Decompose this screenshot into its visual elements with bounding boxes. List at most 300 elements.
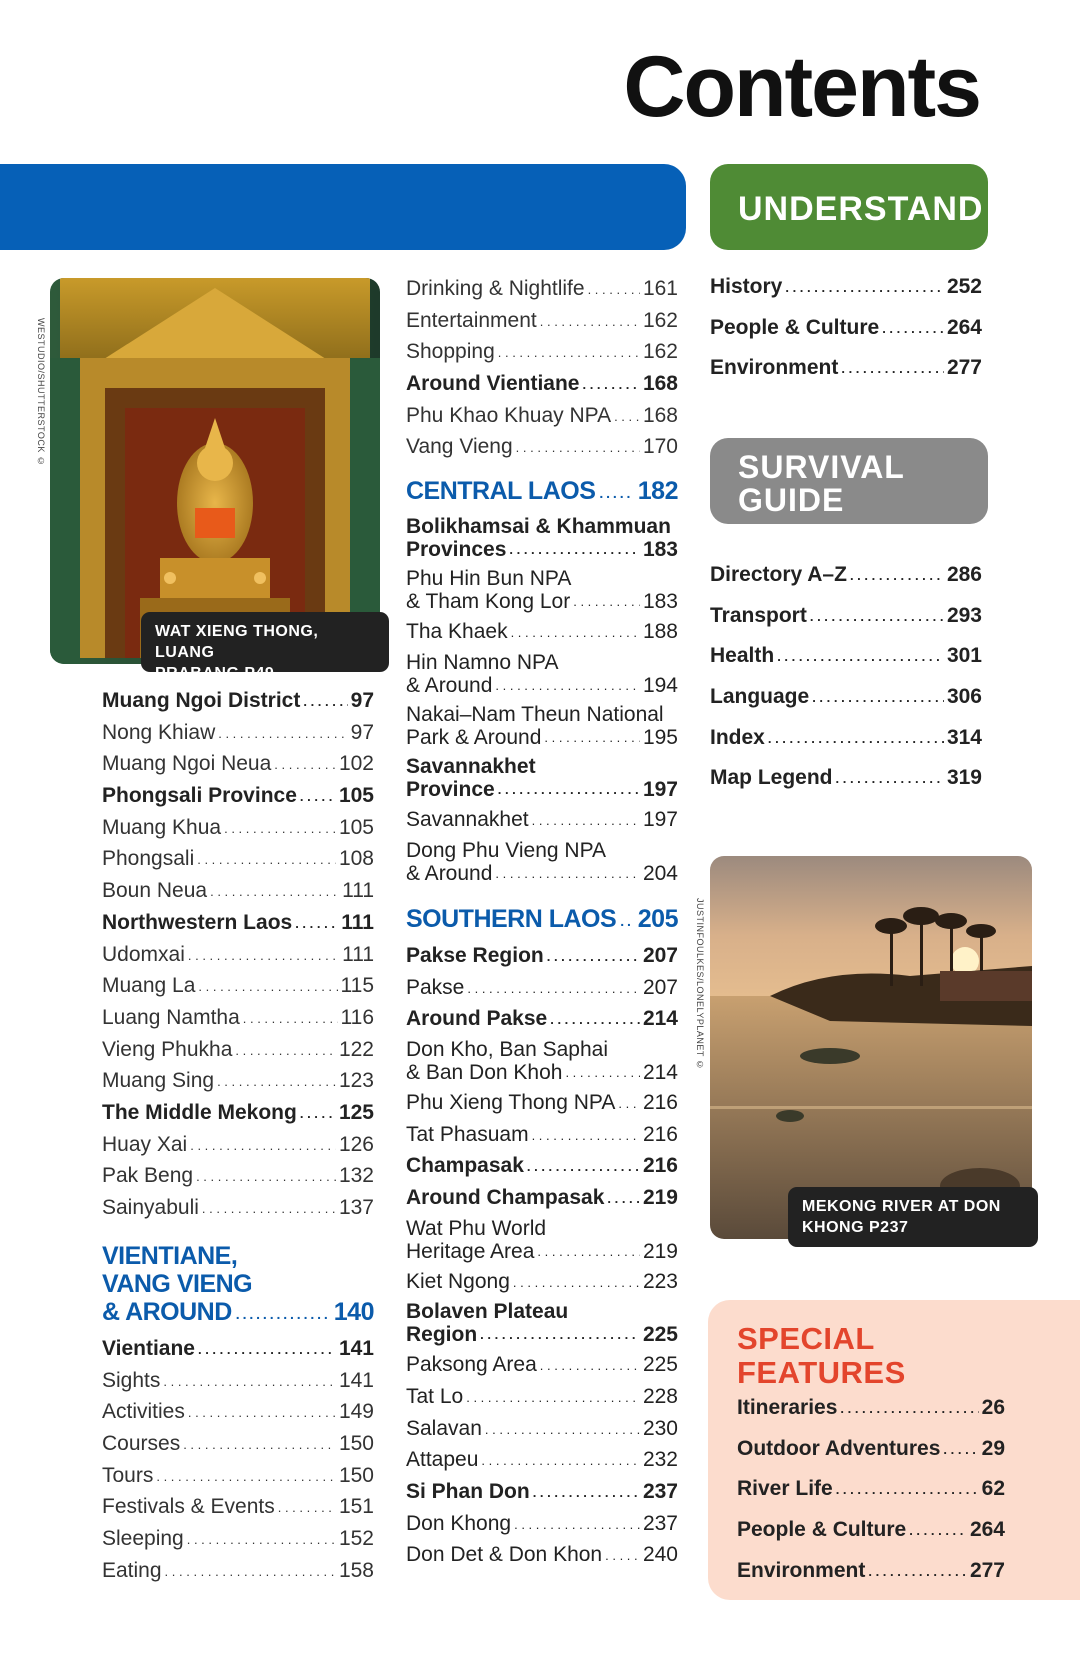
leader-dots [810,611,944,623]
leader-dots [467,983,640,995]
leader-dots [466,1392,640,1404]
special-features-heading [737,1322,906,1390]
entry-label: Directory A–Z [710,563,847,586]
entry-page: 26 [981,1396,1005,1419]
leader-dots [850,570,944,582]
leader-dots [532,1130,640,1142]
toc-entry[interactable] [710,725,982,750]
toc-entry[interactable] [102,815,374,840]
toc-entry[interactable] [102,1431,374,1456]
leader-dots [163,1376,336,1388]
leader-dots [777,651,944,663]
entry-label: Northwestern Laos [102,910,293,934]
leader-dots [188,950,339,962]
leader-dots [565,1067,640,1079]
photo1-caption-line1: WAT XIENG THONG, LUANG [155,623,319,661]
toc-entry[interactable] [102,1526,374,1551]
photo1-caption-line2: PRABANG P49 [155,665,275,682]
entry-line1: Dong Phu Vieng NPA [406,838,607,862]
central-laos-heading[interactable] [406,477,678,505]
toc-entry-around-pakse[interactable] [406,1006,678,1031]
toc-column-3-understand [710,274,982,396]
leader-dots [295,918,338,930]
leader-dots [540,1360,640,1372]
toc-column-2 [406,276,678,1574]
toc-entry[interactable] [102,878,374,903]
leader-dots [218,728,347,740]
toc-entry[interactable] [406,276,678,301]
central-head-label: CENTRAL LAOS [406,477,596,506]
leader-dots [495,868,640,880]
toc-entry[interactable] [406,371,678,396]
entry-label: Outdoor Adventures [737,1436,941,1460]
entry-page: 111 [341,910,374,934]
entry-label: Vieng Phukha [102,1037,233,1061]
toc-entry[interactable] [710,315,982,340]
leader-dots [532,815,640,827]
special-line1: SPECIAL [737,1321,875,1356]
entry-label: Eating [102,1558,162,1582]
entry-label: Index [710,725,765,749]
entry-line1: Bolaven Plateau [406,1300,569,1324]
entry-page: 125 [338,1100,374,1124]
entry-label: Itineraries [737,1396,838,1419]
entry-label: Muang Ngoi Neua [102,752,272,776]
page-title: Contents [623,39,980,135]
entry-label: River Life [737,1477,833,1501]
leader-dots [303,696,347,708]
entry-label: Pak Beng [102,1164,194,1188]
entry-label: Map Legend [710,766,833,790]
entry-line2: Park & Around [406,726,542,750]
entry-page: 141 [338,1368,374,1392]
leader-dots [198,981,337,993]
entry-label: Muang La [102,974,196,998]
entry-page: 161 [642,277,678,300]
leader-dots [156,1471,336,1483]
toc-entry-savannakhet[interactable] [406,807,678,832]
entry-page: 105 [338,815,374,839]
toc-entry[interactable] [710,643,982,668]
entry-page: 132 [338,1164,374,1188]
toc-entry-si-phan-don[interactable] [406,1479,678,1504]
entry-page: 111 [342,879,374,903]
leader-dots [480,1329,640,1341]
toc-entry[interactable] [102,720,374,745]
entry-page: 152 [338,1527,374,1551]
toc-entry[interactable] [737,1517,1005,1542]
entry-page: 219 [642,1239,678,1263]
entry-page: 188 [642,620,678,644]
entry-label: Entertainment [406,308,537,332]
toc-entry-pakse-region[interactable] [406,943,678,968]
toc-entry-don-khong[interactable] [406,1511,678,1536]
leader-dots [224,823,336,835]
leader-dots [498,347,640,359]
entry-page: 264 [946,315,982,339]
entry-label: Tat Phasuam [406,1122,529,1146]
leader-dots [511,627,640,639]
entry-label: People & Culture [737,1518,907,1542]
photo2-credit: JUSTINFOULKES/LONELYPLANET © [695,898,705,1071]
toc-entry[interactable] [102,973,374,998]
entry-label: The Middle Mekong [102,1100,297,1124]
toc-entry[interactable] [102,783,374,808]
entry-label: Sleeping [102,1527,184,1551]
toc-entry-kiet-ngong[interactable] [406,1269,678,1294]
entry-line2: Region [406,1323,478,1347]
entry-page: 230 [642,1416,678,1440]
toc-entry[interactable] [102,1132,374,1157]
entry-label: Nong Khiaw [102,720,216,744]
entry-page: 162 [642,340,678,364]
entry-page: 216 [642,1090,678,1114]
entry-page: 306 [946,685,982,709]
entry-line2: Province [406,778,495,802]
toc-entry[interactable] [102,1037,374,1062]
entry-label: Kiet Ngong [406,1269,510,1293]
entry-page: 62 [981,1477,1005,1501]
central-head-page: 182 [637,477,678,506]
entry-page: 197 [642,808,678,832]
entry-page: 225 [642,1323,678,1347]
leader-dots [547,951,640,963]
entry-page: 301 [946,644,982,668]
leader-dots [768,733,944,745]
toc-entry[interactable] [102,751,374,776]
toc-entry[interactable] [406,434,678,459]
leader-dots [614,411,640,423]
toc-entry[interactable] [710,562,982,587]
entry-page: 225 [642,1353,678,1377]
leader-dots [481,1455,640,1467]
toc-entry[interactable] [710,355,982,380]
leader-dots [210,886,339,898]
leader-dots [836,773,944,785]
leader-dots [165,1566,336,1578]
entry-label: Luang Namtha [102,1005,240,1029]
entry-label: Environment [710,356,839,380]
toc-entry-attapeu[interactable] [406,1447,678,1472]
toc-entry-savannakhet-province[interactable] [406,755,678,801]
entry-label: History [710,275,783,298]
toc-entry[interactable] [102,1463,374,1488]
entry-page: 102 [338,752,374,776]
entry-page: 183 [642,590,678,614]
entry-label: Huay Xai [102,1132,188,1156]
entry-page: 105 [338,784,374,808]
leader-dots [509,544,640,556]
leader-dots [188,1407,336,1419]
entry-page: 237 [642,1480,678,1504]
entry-page: 219 [642,1185,678,1209]
entry-label: Muang Ngoi District [102,689,301,712]
entry-page: 151 [338,1495,374,1519]
photo2-caption-line1: MEKONG RIVER AT DON [802,1198,1001,1215]
understand-tab: UNDERSTAND [710,164,988,250]
entry-label: Shopping [406,340,495,364]
entry-label: Pakse Region [406,943,544,967]
toc-entry[interactable] [406,339,678,364]
toc-column-3-survival [710,562,982,806]
leader-dots [235,1045,336,1057]
entry-page: 195 [642,726,678,750]
entry-label: Phu Khao Khuay NPA [406,403,612,427]
entry-page: 97 [350,720,374,744]
entry-label: Sainyabuli [102,1196,199,1219]
entry-page: 216 [642,1122,678,1146]
leader-dots [537,1246,640,1258]
leader-dots [187,1534,336,1546]
entry-page: 170 [642,435,678,459]
leader-dots [882,323,944,335]
toc-entry[interactable] [737,1395,1005,1420]
entry-page: 97 [350,689,374,712]
entry-page: 207 [642,975,678,999]
toc-entry[interactable] [102,1005,374,1030]
leader-dots [236,1308,330,1320]
entry-page: 264 [969,1518,1005,1542]
toc-column-special [737,1395,1005,1598]
entry-label: Phongsali Province [102,784,297,808]
entry-page: 314 [946,725,982,749]
toc-entry-phu-xieng-thong[interactable] [406,1090,678,1115]
entry-label: Phongsali [102,847,195,871]
leader-dots [527,1161,640,1173]
toc-entry[interactable] [102,1163,374,1188]
entry-page: 228 [642,1385,678,1408]
toc-entry-champasak[interactable] [406,1153,678,1178]
entry-label: Paksong Area [406,1353,537,1377]
leader-dots [840,1403,978,1415]
photo1-credit: WESTUDIO/SHUTTERSTOCK © [36,318,46,467]
entry-line1: Savannakhet [406,755,536,779]
entry-page: 168 [642,372,678,396]
entry-line2: & Around [406,674,493,698]
entry-label: Sights [102,1368,161,1392]
leader-dots [599,487,633,499]
toc-entry-around-champasak[interactable] [406,1185,678,1210]
leader-dots [514,1519,640,1531]
entry-page: 116 [340,1005,374,1029]
entry-label: Transport [710,603,807,627]
entry-page: 183 [642,538,678,562]
survival-line2: GUIDE [738,482,845,518]
entry-line2: & Ban Don Khoh [406,1060,563,1084]
entry-line1: Hin Namno NPA [406,651,559,675]
leader-dots [300,791,336,803]
entry-label: Tours [102,1463,154,1487]
entry-label: Muang Sing [102,1069,215,1093]
entry-page: 115 [340,974,374,998]
entry-page: 150 [338,1463,374,1487]
toc-entry[interactable] [102,1368,374,1393]
toc-entry-paksong-area[interactable] [406,1352,678,1377]
toc-entry[interactable] [102,1336,374,1361]
toc-entry[interactable] [102,1068,374,1093]
leader-dots [868,1566,967,1578]
entry-label: Boun Neua [102,879,208,903]
entry-label: Around Vientiane [406,372,580,396]
leader-dots [943,1444,978,1456]
toc-entry[interactable] [102,1494,374,1519]
entry-page: 141 [338,1337,374,1360]
entry-line1: Nakai–Nam Theun National [406,703,664,727]
entry-page: 162 [642,308,678,332]
entry-label: Around Champasak [406,1185,605,1209]
leader-dots [300,1108,336,1120]
toc-entry[interactable] [102,942,374,967]
entry-label: Muang Khua [102,815,222,839]
southern-laos-heading[interactable] [406,905,678,933]
entry-label: Activities [102,1400,185,1424]
entry-line2: & Around [406,861,493,885]
entry-page: 204 [642,861,678,885]
entry-page: 108 [338,847,374,871]
toc-entry-wat-phu[interactable] [406,1217,678,1263]
entry-page: 29 [981,1436,1005,1460]
leader-dots [495,680,640,692]
leader-dots [812,692,944,704]
survival-guide-tab [710,438,988,524]
leader-dots [540,316,640,328]
entry-line1: Wat Phu World [406,1216,547,1240]
photo2-caption [788,1187,1038,1247]
leader-dots [202,1203,336,1215]
toc-entry[interactable] [406,403,678,428]
toc-entry[interactable] [102,1195,374,1220]
vientiane-head-line1: VIENTIANE, [102,1242,238,1270]
toc-entry-bolikhamsai[interactable] [406,515,678,561]
entry-page: 319 [946,766,982,790]
entry-line2: Heritage Area [406,1239,535,1263]
entry-page: 240 [642,1543,678,1567]
leader-dots [196,1171,336,1183]
entry-label: Vientiane [102,1337,195,1360]
special-line2: FEATURES [737,1355,906,1390]
southern-head-label: SOUTHERN LAOS [406,904,617,933]
toc-entry[interactable] [102,1558,374,1583]
leader-dots [516,442,640,454]
entry-page: 277 [946,356,982,380]
vientiane-head-line3: & AROUND [102,1298,232,1326]
entry-page: 223 [642,1269,678,1293]
toc-column-1 [102,688,374,1590]
toc-entry-tha-khaek[interactable] [406,619,678,644]
toc-entry[interactable] [102,688,374,713]
toc-entry-salavan[interactable] [406,1416,678,1441]
leader-dots [544,732,640,744]
blue-header-bar [0,164,686,250]
mekong-river-photo [710,856,1032,1239]
entry-label: Si Phan Don [406,1480,530,1504]
southern-head-page: 205 [637,904,678,933]
leader-dots [198,1344,336,1356]
toc-entry-don-det[interactable] [406,1542,678,1567]
photo1-caption [141,612,389,682]
toc-entry[interactable] [102,846,374,871]
leader-dots [217,1076,336,1088]
toc-entry[interactable] [710,684,982,709]
leader-dots [909,1525,967,1537]
entry-page: 214 [642,1007,678,1031]
entry-page: 126 [338,1132,374,1156]
entry-page: 194 [642,674,678,698]
toc-entry[interactable] [737,1436,1005,1461]
leader-dots [183,1439,336,1451]
toc-entry[interactable] [737,1476,1005,1501]
toc-entry-don-kho[interactable] [406,1038,678,1084]
toc-entry[interactable] [710,274,982,299]
toc-entry-tat-phasuam[interactable] [406,1122,678,1147]
toc-entry-phu-hin-bun[interactable] [406,567,678,613]
toc-entry-tat-lo[interactable] [406,1384,678,1409]
entry-label: Don Det & Don Khon [406,1543,603,1567]
leader-dots [278,1502,336,1514]
entry-page: 286 [946,563,982,586]
leader-dots [605,1550,640,1562]
toc-entry[interactable] [737,1558,1005,1583]
entry-label: Attapeu [406,1448,479,1472]
entry-label: Champasak [406,1154,524,1178]
leader-dots [607,1193,640,1205]
toc-entry-nakai-nam-theun[interactable] [406,703,678,749]
entry-page: 216 [642,1154,678,1178]
toc-entry-dong-phu-vieng[interactable] [406,839,678,885]
entry-page: 149 [338,1400,374,1424]
toc-entry[interactable] [710,603,982,628]
toc-entry[interactable] [102,1100,374,1125]
toc-entry[interactable] [710,765,982,790]
survival-line1: SURVIVAL [738,449,905,485]
entry-page: 111 [342,942,374,966]
photo2-caption-line2: KHONG P237 [802,1219,909,1236]
toc-entry-hin-namno[interactable] [406,651,678,697]
wat-xieng-thong-photo [50,278,380,664]
toc-entry[interactable] [102,1399,374,1424]
leader-dots [785,282,944,294]
entry-label: Drinking & Nightlife [406,277,585,300]
leader-dots [274,759,336,771]
toc-entry[interactable] [406,308,678,333]
leader-dots [841,363,944,375]
entry-label: Vang Vieng [406,435,513,459]
toc-entry-bolaven-plateau[interactable] [406,1300,678,1346]
entry-label: Around Pakse [406,1007,548,1031]
leader-dots [550,1014,640,1026]
entry-label: Savannakhet [406,808,529,832]
entry-line1: Don Kho, Ban Saphai [406,1037,608,1061]
leader-dots [498,784,640,796]
entry-page: 237 [642,1511,678,1535]
entry-page: 252 [946,275,982,298]
entry-page: 122 [338,1037,374,1061]
entry-label: Health [710,644,775,668]
entry-label: Environment [737,1558,866,1582]
toc-entry[interactable] [102,910,374,935]
entry-page: 277 [969,1558,1005,1582]
vientiane-section-heading[interactable] [102,1242,374,1326]
entry-line1: Bolikhamsai & Khammuan [406,515,671,539]
entry-label: Pakse [406,975,465,999]
entry-label: Festivals & Events [102,1495,275,1519]
entry-page: 207 [642,943,678,967]
entry-page: 197 [642,778,678,802]
entry-label: Phu Xieng Thong NPA [406,1090,616,1114]
entry-line2: & Tham Kong Lor [406,590,571,614]
entry-label: Udomxai [102,942,185,966]
toc-entry-pakse[interactable] [406,975,678,1000]
